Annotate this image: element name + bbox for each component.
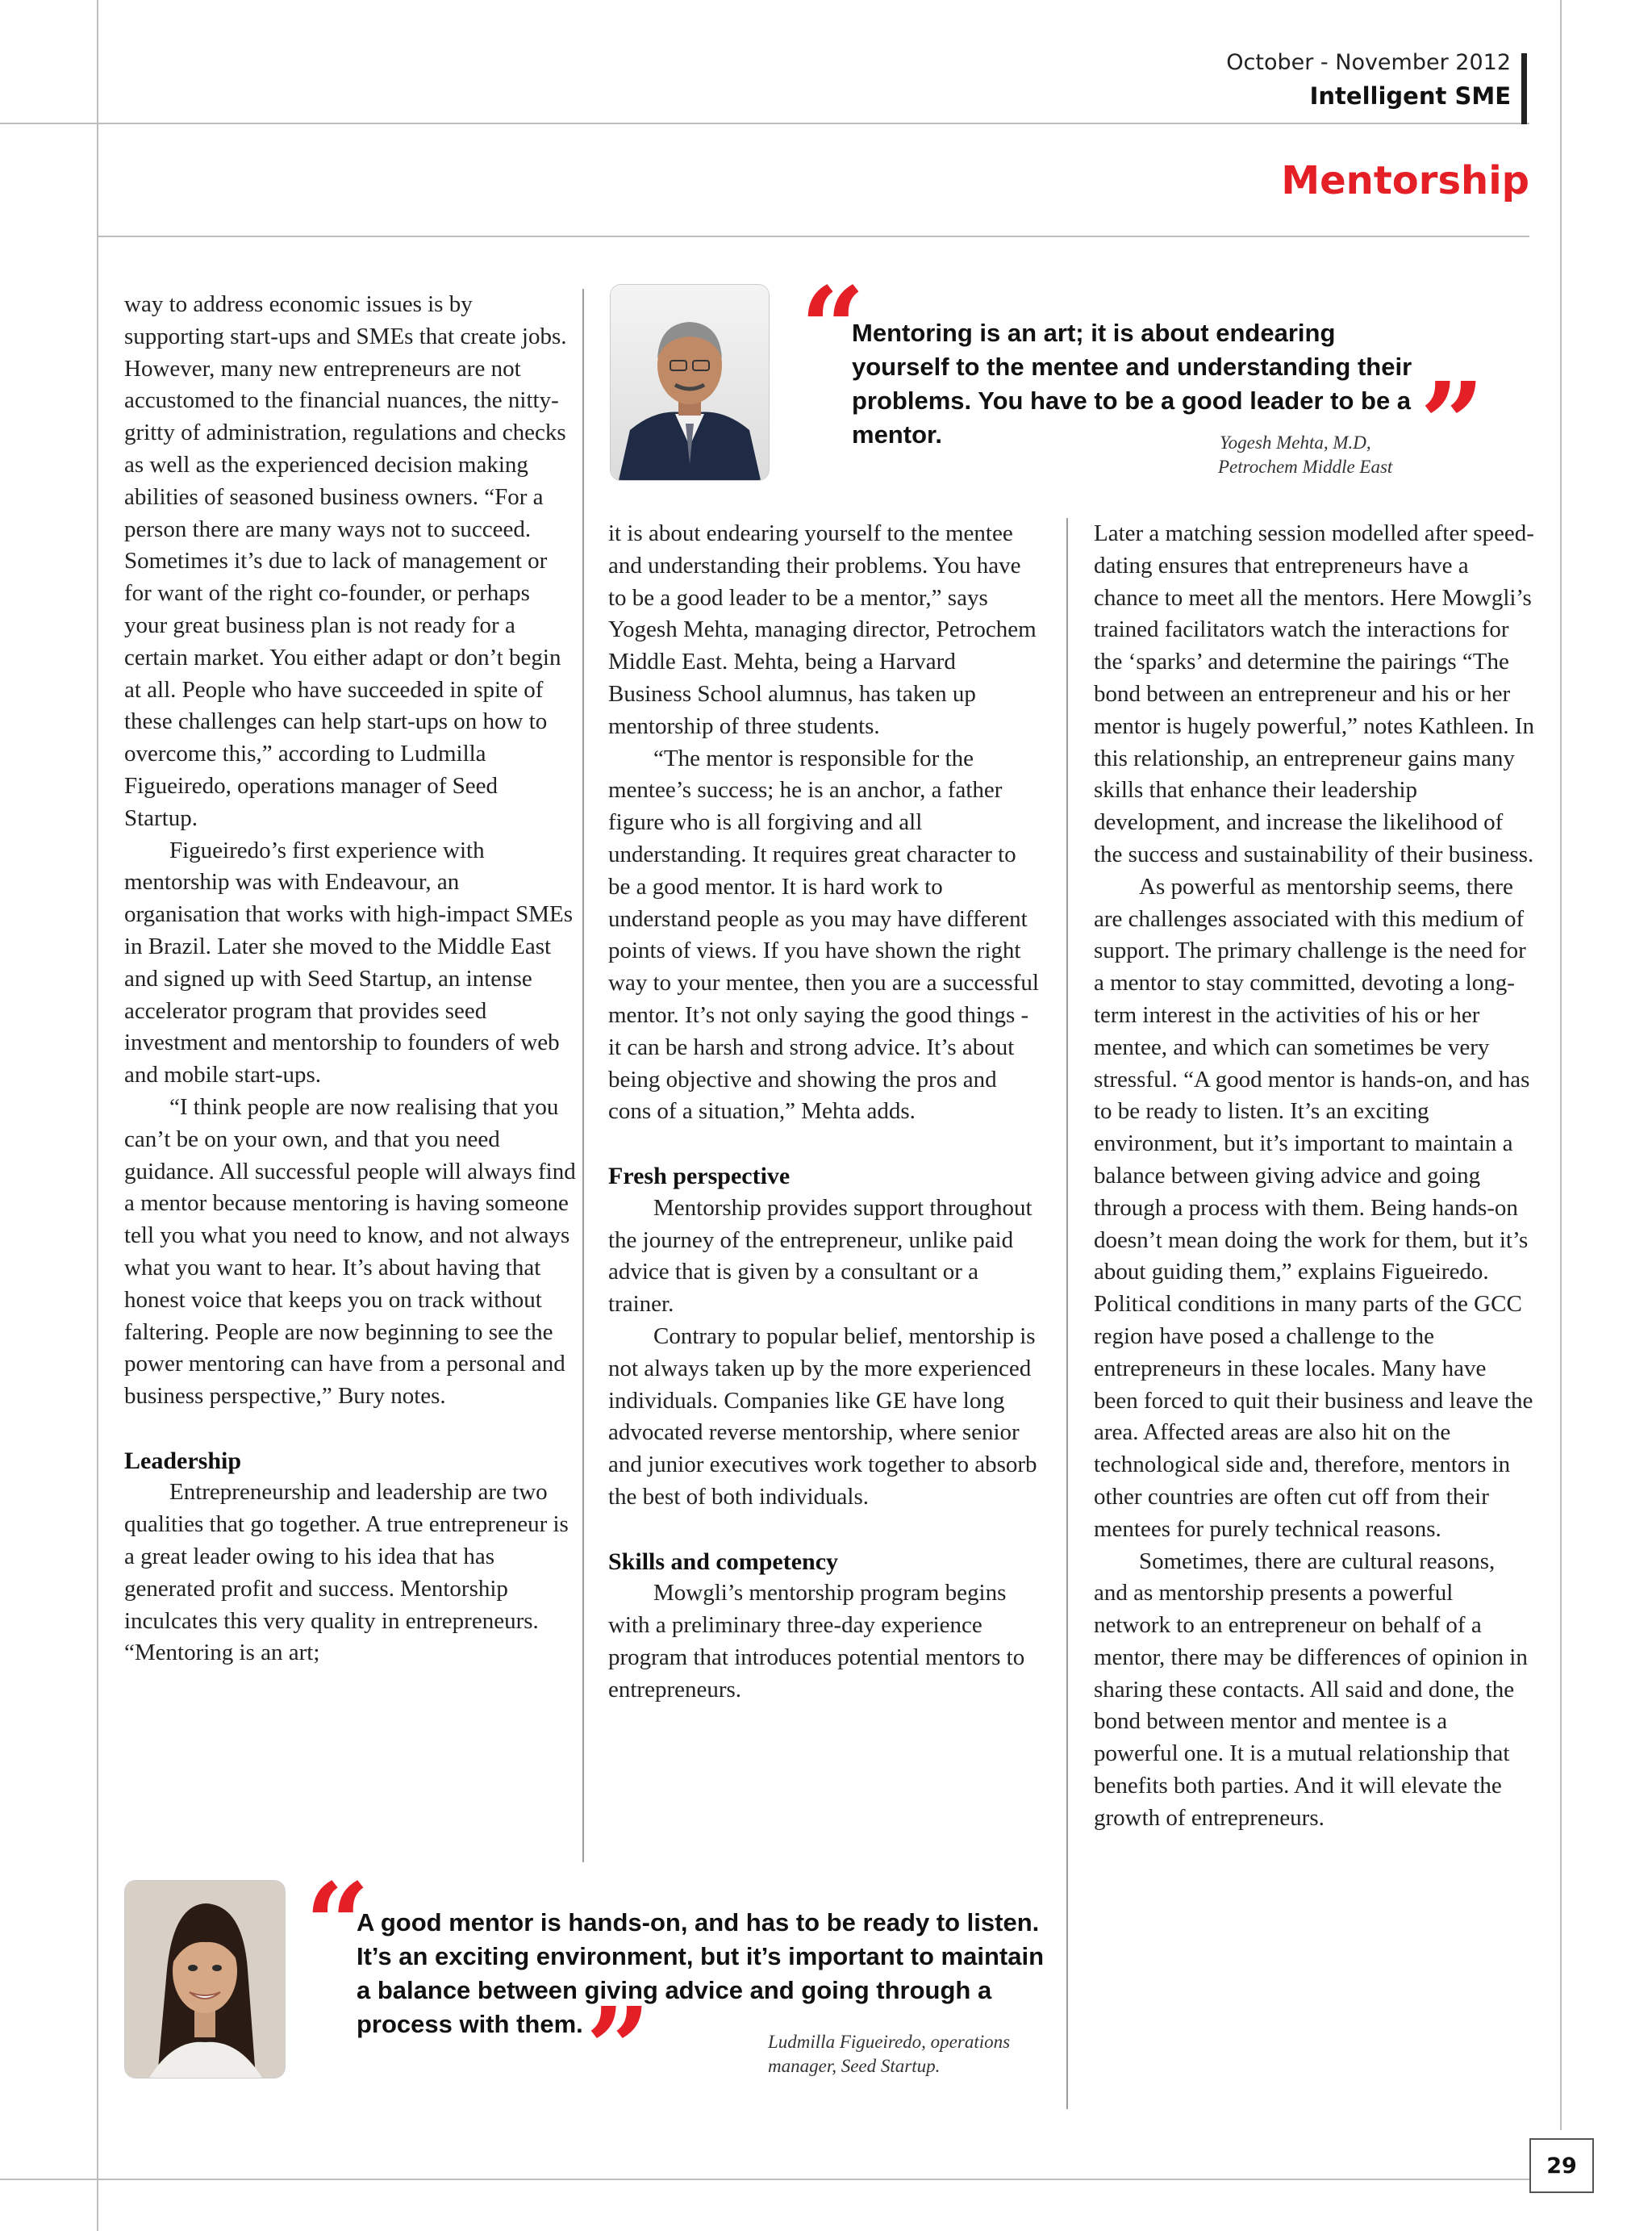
col2-paragraph: Mentorship provides support throughout the journey of the entrepreneur, unlike paid advice that is given by a consultant or a trainer.	[608, 1194, 1032, 1318]
bottom-rule	[0, 2179, 1529, 2180]
heading-skills-competency: Skills and competency	[608, 1548, 839, 1575]
issue-date: October - November 2012	[1226, 50, 1511, 75]
quote-bottom-attribution-role: manager, Seed Startup.	[768, 2056, 941, 2076]
left-margin-rule	[97, 0, 98, 2231]
open-quote-mark-icon: “	[800, 263, 866, 395]
top-rule	[0, 123, 1529, 124]
quote-top-attribution-name: Yogesh Mehta, M.D,	[1220, 432, 1371, 453]
publication-name: Intelligent SME	[1309, 82, 1511, 110]
section-rule	[97, 236, 1529, 237]
close-quote-mark-icon: ”	[586, 1983, 651, 2116]
col1-paragraph: way to address economic issues is by supporting start-ups and SMEs that create jobs. However, many new entrepreneurs are not accustomed to the financial nuances, the nitty-gritty of administration, regulations and checks as well as the experienced decision making abilities of seasoned business owners. “For a person there are many ways not to succeed. Sometimes it’s due to lack of management or for want of the right co-founder, or perhaps your great business plan is not ready for a certain market. You either adapt or don’t begin at all. People who have succeeded in spite of these challenges can help start-ups on how to overcome this,” according to Ludmilla Figueiredo, operations manager of Seed Startup.	[124, 291, 567, 831]
heading-fresh-perspective: Fresh perspective	[608, 1162, 791, 1189]
page-number: 29	[1529, 2138, 1594, 2193]
col2-paragraph: it is about endearing yourself to the mentee and understanding their problems. You have to be a good leader to be a mentor,” says Yogesh Mehta, managing director, Petrochem Middle East. Mehta, being a Harvard Business School alumnus, has taken up mentorship of three students.	[608, 520, 1037, 739]
quote-bottom-attribution-name: Ludmilla Figueiredo, operations	[768, 2032, 1011, 2052]
yogesh-mehta-photo	[610, 284, 770, 481]
col2-paragraph: Contrary to popular belief, mentorship is not always taken up by the more experienced individuals. Companies like GE have long advocated reverse mentorship, where senior and junior executives work together to absorb the best of both individuals.	[608, 1322, 1037, 1510]
col3-paragraph: Later a matching session modelled after speed-dating ensures that entrepreneurs have a chance to meet all the mentors. Here Mowgli’s trained facilitators watch the interactions for the ‘sparks’ and determine the pairings “The bond between an entrepreneur and his or her mentor is hugely powerful,” notes Kathleen. In this relationship, an entrepreneur gains many skills that enhance their leadership development, and increase the likelihood of the success and sustainability of their business.	[1094, 520, 1535, 867]
article-column-2	[608, 518, 1041, 1706]
col3-paragraph: As powerful as mentorship seems, there are challenges associated with this medium of support. The primary challenge is the need for a mentor to stay committed, devoting a long-term interest in the activities of his or her mentee, and which can sometimes be very stressful. “A good mentor is hands-on, and has to be ready to listen. It’s an exciting environment, but it’s important to maintain a balance between giving advice and going through a process with them. Being hands-on doesn’t mean doing the work for them, but it’s about guiding them,” explains Figueiredo. Political conditions in many parts of the GCC region have posed a challenge to the entrepreneurs in these locales. Many have been forced to quit their business and leave the area. Affected areas are also hit on the technological side and, therefore, mentors in other countries are often cut off from their mentees for purely technical reasons.	[1094, 873, 1533, 1542]
col2-paragraph: Mowgli’s mentorship program begins with a preliminary three-day experience program that introduces potential mentors to entrepreneurs.	[608, 1580, 1025, 1702]
right-margin-rule	[1560, 0, 1562, 2130]
column-divider	[1066, 518, 1068, 2109]
column-divider	[582, 289, 584, 1862]
article-column-3	[1094, 518, 1534, 1835]
ludmilla-figueiredo-photo	[124, 1880, 286, 2079]
section-title: Mentorship	[1281, 158, 1529, 203]
header-bar	[1521, 53, 1527, 124]
open-quote-mark-icon: “	[305, 1859, 370, 1991]
col1-paragraph: Figueiredo’s first experience with mentorship was with Endeavour, an organisation that works with high-impact SMEs in Brazil. Later she moved to the Middle East and signed up with Seed Startup, an intense accelerator program that provides seed investment and mentorship to founders of web and mobile start-ups.	[124, 837, 574, 1088]
col1-paragraph: Entrepreneurship and leadership are two qualities that go together. A true entrepreneur is a great leader owing to his idea that has generated profit and success. Mentorship inculcates this very quality in entrepreneurs. “Mentoring is an art;	[124, 1479, 569, 1666]
quote-top-attribution-role: Petrochem Middle East	[1218, 457, 1393, 477]
col1-paragraph: “I think people are now realising that you can’t be on your own, and that you need guidance. All successful people will always find a mentor because mentoring is having someone tell you what you need to know, and not always what you want to hear. It’s about having that honest voice that keeps you on track without faltering. People are now beginning to see the power mentoring can have from a personal and business perspective,” Bury notes.	[124, 1093, 576, 1410]
article-column-1	[124, 289, 576, 1669]
heading-leadership: Leadership	[124, 1447, 242, 1474]
pull-quote-bottom: A good mentor is hands-on, and has to be ready to listen. It’s an exciting environment, but it’s important to maintain a balance between giving advice and going through a process with them.	[357, 1908, 1045, 2038]
pull-quote-top: Mentoring is an art; it is about endearing yourself to the mentee and understanding their problems. You have to be a good leader to be a mentor.	[852, 319, 1412, 449]
col3-paragraph: Sometimes, there are cultural reasons, and as mentorship presents a powerful network to an entrepreneur on behalf of a mentor, there may be differences of opinion in sharing these contacts. All said and done, the bond between mentor and mentee is a powerful one. It is a mutual relationship that benefits both parties. And it will elevate the growth of entrepreneurs.	[1094, 1548, 1528, 1831]
close-quote-mark-icon: ”	[1420, 358, 1485, 491]
col2-paragraph: “The mentor is responsible for the mentee’s success; he is an anchor, a father figure who is all forgiving and all understanding. It requires great character to be a good mentor. It is hard work to understand people as you may have different points of views. If you have shown the right way to your mentee, then you are a successful mentor. It’s not only saying the good things - it can be harsh and strong advice. It’s about being objective and showing the pros and cons of a situation,” Mehta adds.	[608, 745, 1039, 1125]
